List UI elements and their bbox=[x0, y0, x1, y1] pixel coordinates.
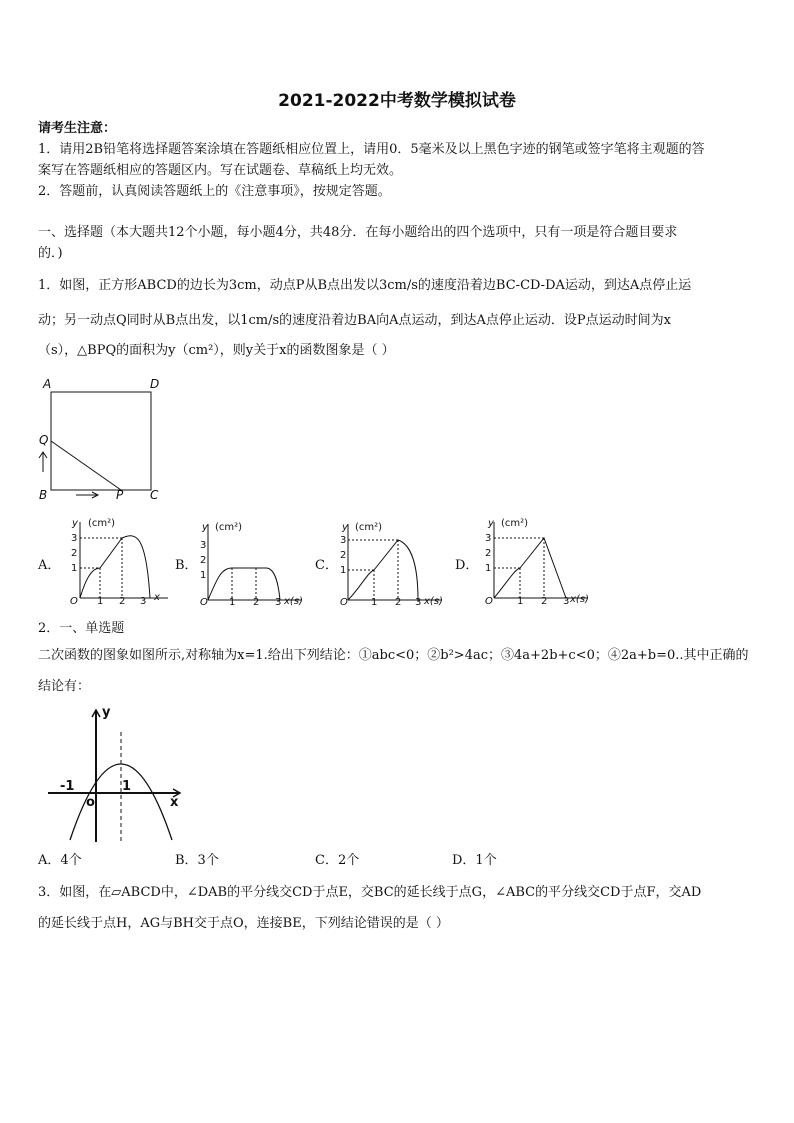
origin-label: O bbox=[70, 596, 78, 606]
notice-heading: 请考生注意： bbox=[38, 121, 117, 136]
label-P: P bbox=[116, 488, 124, 502]
xlabel: x(s) bbox=[424, 596, 443, 607]
unit-label: (cm²) bbox=[88, 518, 116, 529]
origin-label: O bbox=[485, 596, 493, 606]
q2-parabola-graph bbox=[44, 702, 189, 847]
notice-line-1b: 案写在答题纸相应的答题区内。写在试题卷、草稿纸上均无效。 bbox=[38, 163, 403, 178]
q1-square-figure bbox=[30, 372, 170, 502]
ytick: 1 bbox=[200, 570, 207, 581]
label-B: B bbox=[39, 488, 48, 502]
xtick: 1 bbox=[371, 597, 378, 608]
notice-line-1a: 1．请用2B铅笔将选择题答案涂填在答题纸相应位置上，请用0．5毫米及以上黑色字迹的钢笔或签字笔将主观题的答 bbox=[38, 142, 705, 157]
q2-line-a: 二次函数的图象如图所示,对称轴为x=1.给出下列结论：①abc<0；②b²>4ac；③4a+2b+c<0；④2a+b=0..其中正确的 bbox=[38, 648, 749, 663]
origin-label: o bbox=[86, 795, 95, 810]
tick-neg1: -1 bbox=[60, 779, 75, 794]
page-title: 2021-2022中考数学模拟试卷 bbox=[278, 91, 516, 111]
xtick: 2 bbox=[541, 596, 548, 606]
arrow-right-icon bbox=[76, 492, 98, 498]
xtick: 1 bbox=[229, 597, 236, 608]
origin-label: O bbox=[200, 597, 208, 608]
xtick: 2 bbox=[253, 597, 260, 608]
q1-option-C-graph[interactable] bbox=[338, 518, 450, 610]
segment-qp bbox=[51, 441, 121, 490]
axis-y-label: y bbox=[102, 705, 111, 720]
xtick: 1 bbox=[97, 596, 104, 606]
ytick: 2 bbox=[71, 548, 78, 559]
arrow-up-icon bbox=[39, 452, 47, 472]
q1-option-A-graph[interactable] bbox=[62, 514, 174, 606]
ytick: 1 bbox=[71, 563, 78, 574]
square-abcd bbox=[51, 392, 151, 490]
xtick: 2 bbox=[395, 597, 402, 608]
label-C: C bbox=[150, 488, 159, 502]
q2-option-D[interactable]: D．1个 bbox=[452, 853, 497, 868]
ylabel: y bbox=[202, 522, 208, 533]
label-Q: Q bbox=[39, 433, 49, 447]
xtick: 3 bbox=[563, 596, 570, 606]
ytick: 3 bbox=[71, 533, 78, 544]
q1-option-C-letter: C． bbox=[315, 558, 338, 573]
section1-line-b: 的．) bbox=[38, 246, 63, 261]
ytick: 3 bbox=[485, 533, 492, 544]
xtick: 3 bbox=[415, 597, 422, 608]
ytick: 2 bbox=[340, 550, 347, 561]
xtick: 3 bbox=[275, 597, 282, 608]
q2-option-C[interactable]: C．2个 bbox=[315, 853, 360, 868]
xtick: 2 bbox=[119, 596, 126, 606]
ytick: 2 bbox=[200, 555, 207, 566]
q2-header: 2．一、单选题 bbox=[38, 621, 125, 636]
xtick: 3 bbox=[140, 596, 147, 606]
q1-option-B-letter: B． bbox=[175, 558, 198, 573]
ylabel: y bbox=[342, 522, 348, 533]
ytick: 3 bbox=[200, 540, 207, 551]
unit-label: (cm²) bbox=[355, 522, 383, 533]
q3-line-b: 的延长线于点H，AG与BH交于点O，连接BE，下列结论错误的是（ ） bbox=[38, 916, 449, 931]
section1-line-a: 一、选择题（本大题共12个小题，每小题4分，共48分．在每小题给出的四个选项中，只有一项是符合题目要求 bbox=[38, 225, 678, 240]
xlabel: x(s) bbox=[284, 596, 303, 607]
origin-label: O bbox=[340, 597, 348, 608]
label-D: D bbox=[150, 377, 160, 391]
q1-option-D-letter: D． bbox=[455, 558, 479, 573]
notice-line-2: 2．答题前，认真阅读答题纸上的《注意事项》，按规定答题。 bbox=[38, 184, 391, 199]
unit-label: (cm²) bbox=[501, 518, 529, 529]
xlabel: x bbox=[154, 592, 160, 603]
ylabel: y bbox=[488, 518, 494, 529]
q1-option-B-graph[interactable] bbox=[198, 518, 310, 610]
tick-1: 1 bbox=[122, 779, 132, 794]
ytick: 3 bbox=[340, 535, 347, 546]
axis-x-label: x bbox=[170, 795, 179, 810]
ytick: 1 bbox=[485, 563, 492, 574]
ytick: 1 bbox=[340, 565, 347, 576]
q2-option-B[interactable]: B．3个 bbox=[175, 853, 219, 868]
q3-line-a: 3．如图，在▱ABCD中，∠DAB的平分线交CD于点E，交BC的延长线于点G，∠ABC的平分线交CD于点F，交AD bbox=[38, 885, 702, 900]
q1-line-a: 1．如图，正方形ABCD的边长为3cm，动点P从B点出发以3cm/s的速度沿着边BC-CD-DA运动，到达A点停止运 bbox=[38, 278, 692, 293]
ytick: 2 bbox=[485, 548, 492, 559]
q1-line-c: （s），△BPQ的面积为y（cm²），则y关于x的函数图象是（ ） bbox=[38, 343, 395, 358]
q2-option-A[interactable]: A．4个 bbox=[38, 853, 82, 868]
xlabel: x(s) bbox=[570, 594, 589, 605]
label-A: A bbox=[43, 377, 52, 391]
q1-line-b: 动；另一动点Q同时从B点出发，以1cm/s的速度沿着边BA向A点运动，到达A点停止运动．设P点运动时间为x bbox=[38, 313, 671, 328]
ylabel: y bbox=[72, 518, 78, 529]
unit-label: (cm²) bbox=[215, 522, 243, 533]
q1-option-D-graph[interactable] bbox=[482, 514, 594, 606]
q1-option-A-letter: A． bbox=[38, 558, 61, 573]
q2-line-b: 结论有： bbox=[38, 679, 91, 694]
xtick: 1 bbox=[517, 596, 524, 606]
